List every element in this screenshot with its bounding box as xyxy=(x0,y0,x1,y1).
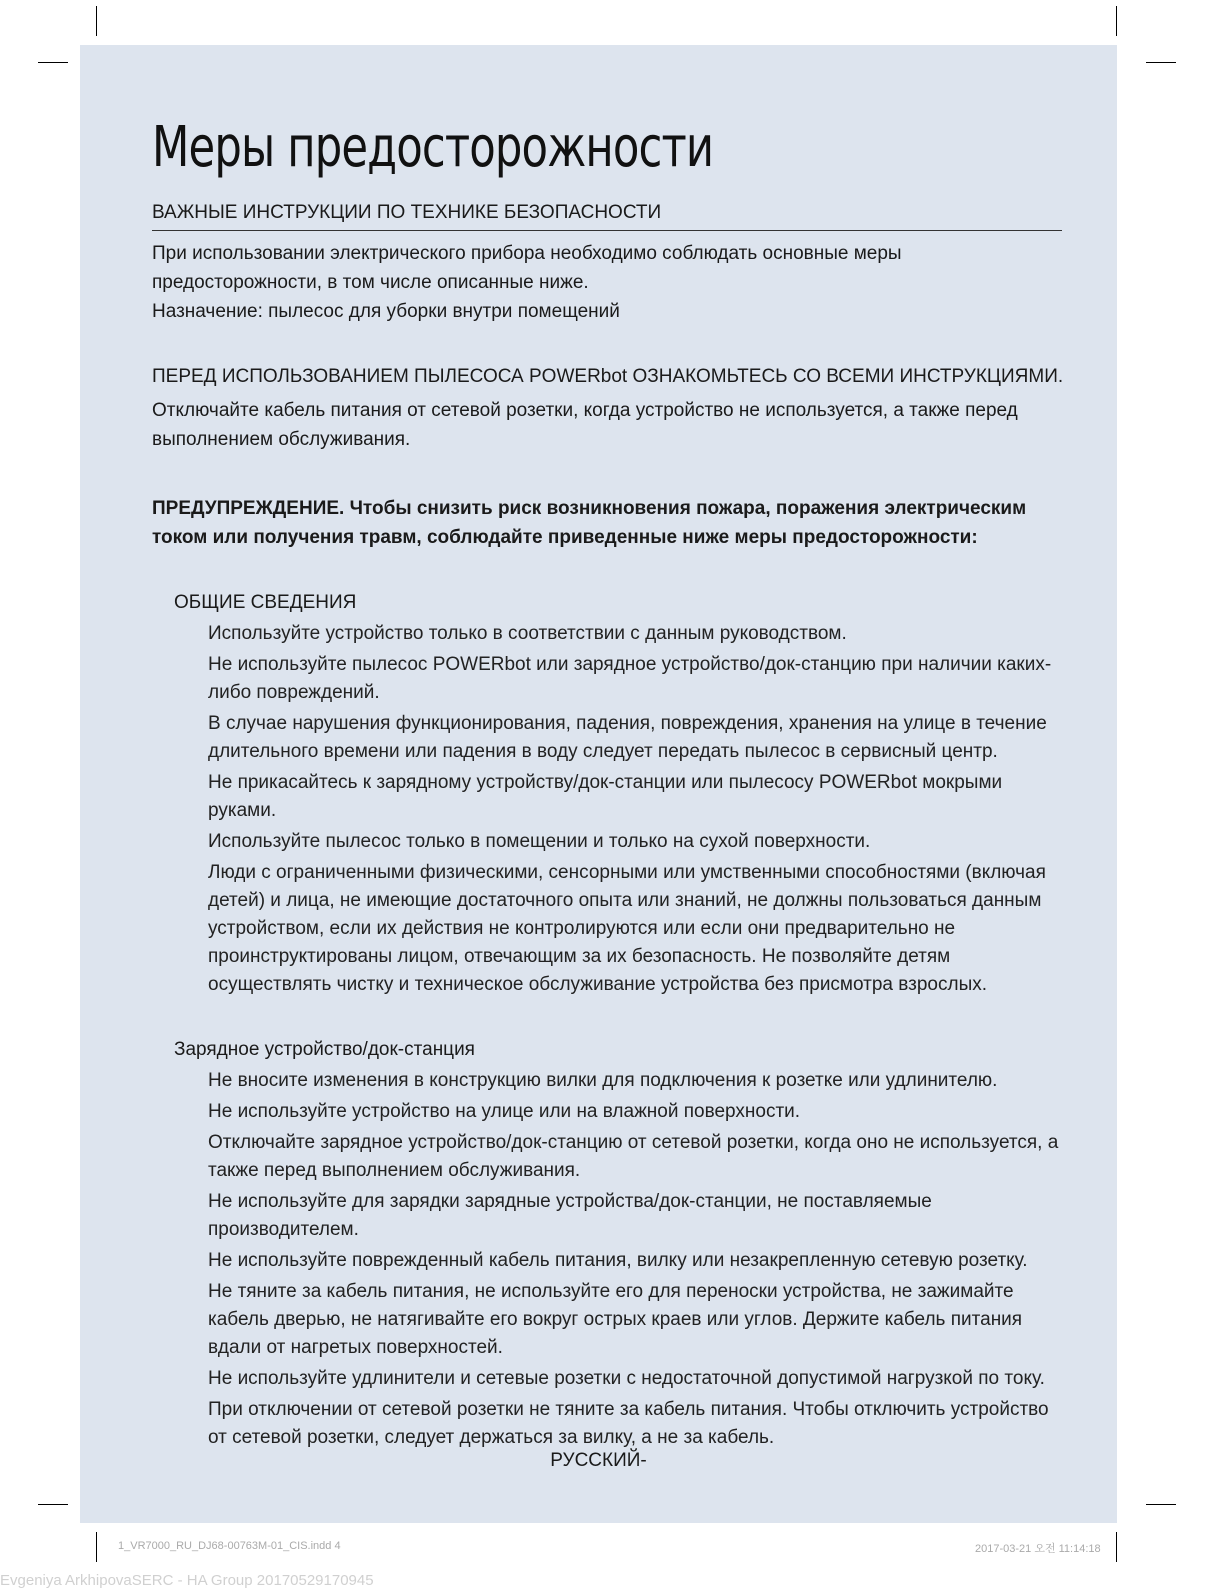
crop-mark xyxy=(38,1504,68,1505)
list-item: Люди с ограниченными физическими, сенсорными или умственными способностями (включая детей) и лица, не имеющие достаточного опыта или знаний, не должны пользоваться данным устройством, если их действия не контролируются или если они предварительно не проинструктированы лицом, отвечающим за их безопасность. Не позволяйте детям осуществлять чистку и техническое обслуживание устройства без присмотра взрослых. xyxy=(208,862,1046,995)
list-item: Не используйте для зарядки зарядные устройства/док-станции, не поставляемые производителем. xyxy=(208,1191,932,1240)
page-title: Меры предосторожности xyxy=(152,115,714,180)
list-item: Используйте пылесос только в помещении и только на сухой поверхности. xyxy=(208,831,871,852)
intro-text xyxy=(152,239,1062,326)
crop-mark xyxy=(38,62,68,63)
warning-text: ПРЕДУПРЕЖДЕНИЕ. Чтобы снизить риск возникновения пожара, поражения электрическим током или получения травм, соблюдайте приведенные ниже меры предосторожности: xyxy=(152,498,1027,548)
crop-mark xyxy=(1116,6,1117,36)
page xyxy=(80,45,1117,1523)
item-list xyxy=(174,1067,1062,1452)
section-general xyxy=(174,592,1062,999)
intro-line: При использовании электрического прибора необходимо соблюдать основные меры предосторожности, в том числе описанные ниже. xyxy=(152,243,902,293)
watermark: Evgeniya ArkhipovaSERC - HA Group 20170529170945 xyxy=(0,1572,374,1589)
list-item: Используйте устройство только в соответствии с данным руководством. xyxy=(208,623,847,644)
unplug-note: Отключайте кабель питания от сетевой розетки, когда устройство не используется, а также перед выполнением обслуживания. xyxy=(152,400,1018,450)
crop-mark xyxy=(1146,62,1176,63)
list-item: Отключайте зарядное устройство/док-станцию от сетевой розетки, когда оно не используется, а также перед выполнением обслуживания. xyxy=(208,1132,1059,1181)
list-item: Не тяните за кабель питания, не используйте его для переноски устройства, не зажимайте кабель дверью, не натягивайте его вокруг острых краев или углов. Держите кабель питания вдали от нагретых поверхностей. xyxy=(208,1281,1023,1358)
crop-mark xyxy=(1146,1504,1176,1505)
crop-mark xyxy=(1116,1532,1117,1562)
list-item: Не прикасайтесь к зарядному устройству/док-станции или пылесосу POWERbot мокрыми руками. xyxy=(208,772,1003,821)
footer-language: РУССКИЙ- xyxy=(550,1450,647,1471)
intro-line: Назначение: пылесос для уборки внутри помещений xyxy=(152,301,620,322)
print-slug-timestamp: 2017-03-21 오전 11:14:18 xyxy=(975,1543,1101,1555)
item-list xyxy=(174,620,1062,999)
list-item: В случае нарушения функционирования, падения, повреждения, хранения на улице в течение длительного времени или падения в воду следует передать пылесос в сервисный центр. xyxy=(208,713,1047,762)
section-charger xyxy=(174,1039,1062,1452)
list-item: Не используйте пылесос POWERbot или зарядное устройство/док-станцию при наличии каких-либо повреждений. xyxy=(208,654,1052,703)
crop-mark xyxy=(96,6,97,36)
safety-subheading: ВАЖНЫЕ ИНСТРУКЦИИ ПО ТЕХНИКЕ БЕЗОПАСНОСТИ xyxy=(152,202,1062,231)
crop-mark xyxy=(96,1532,97,1562)
list-item: Не используйте устройство на улице или на влажной поверхности. xyxy=(208,1101,801,1122)
list-item: Не вносите изменения в конструкцию вилки для подключения к розетке или удлинителю. xyxy=(208,1070,998,1091)
page-content xyxy=(152,115,1062,1455)
list-item: Не используйте поврежденный кабель питания, вилку или незакрепленную сетевую розетку. xyxy=(208,1250,1028,1271)
list-item: При отключении от сетевой розетки не тяните за кабель питания. Чтобы отключить устройство от сетевой розетки, следует держаться за вилку, а не за кабель. xyxy=(208,1399,1049,1448)
print-slug-file: 1_VR7000_RU_DJ68-00763M-01_CIS.indd 4 xyxy=(118,1540,341,1552)
list-item: Не используйте удлинители и сетевые розетки с недостаточной допустимой нагрузкой по току. xyxy=(208,1368,1045,1389)
read-instructions: ПЕРЕД ИСПОЛЬЗОВАНИЕМ ПЫЛЕСОСА POWERbot ОЗНАКОМЬТЕСЬ СО ВСЕМИ ИНСТРУКЦИЯМИ. xyxy=(152,366,1064,387)
section-title: Зарядное устройство/док-станция xyxy=(174,1039,475,1060)
section-title: ОБЩИЕ СВЕДЕНИЯ xyxy=(174,592,357,613)
